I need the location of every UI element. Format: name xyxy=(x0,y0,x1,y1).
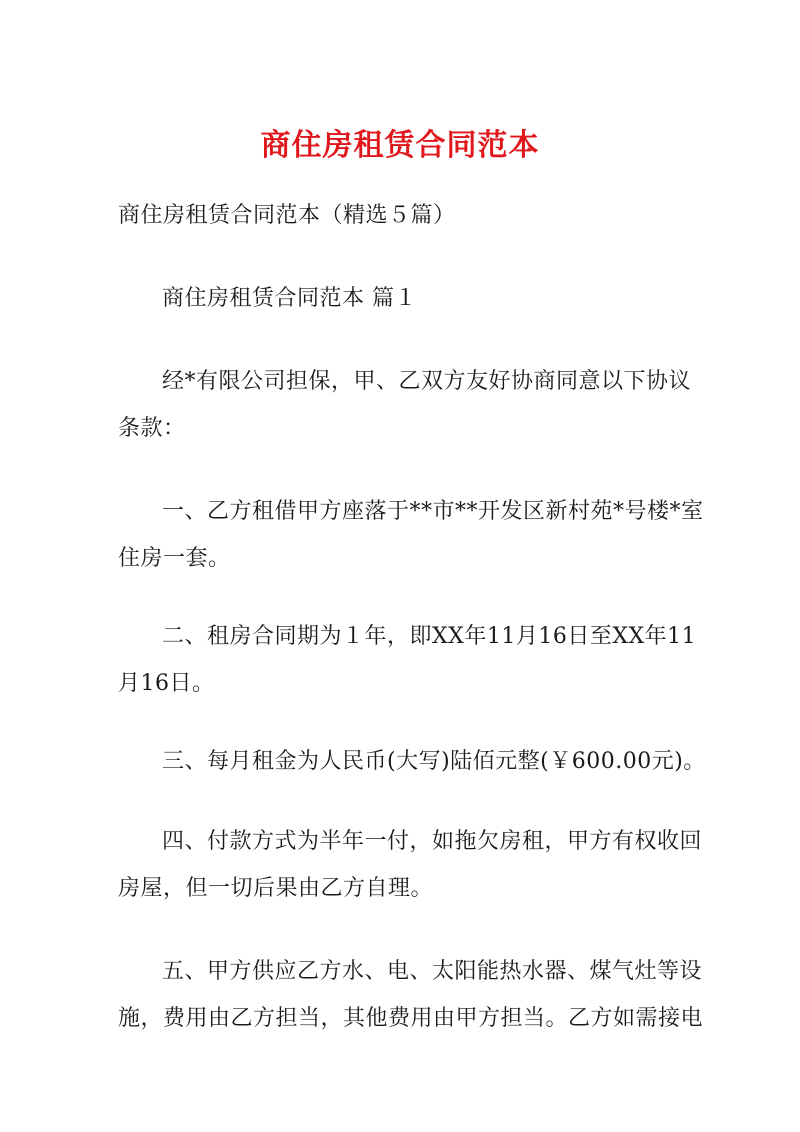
paragraph-line: 月16日。 xyxy=(118,671,215,696)
paragraph-line: 四、付款方式为半年一付，如拖欠房租，甲方有权收回 xyxy=(162,829,703,854)
paragraph-line: 房屋，但一切后果由乙方自理。 xyxy=(118,876,434,901)
paragraph-line: 条款： xyxy=(118,416,186,441)
paragraph-2 xyxy=(118,488,704,582)
paragraph-line: 三、每月租金为人民币(大写)陆佰元整(￥600.00元)。 xyxy=(162,749,706,774)
section-heading: 商住房租赁合同范本 篇１ xyxy=(162,286,417,311)
document-subtitle: 商住房租赁合同范本（精选５篇） xyxy=(118,203,456,228)
paragraph-line: 经*有限公司担保，甲、乙双方友好协商同意以下协议 xyxy=(162,369,692,394)
paragraph-6 xyxy=(118,948,704,1042)
paragraph-4 xyxy=(118,738,706,785)
paragraph-line: 施，费用由乙方担当，其他费用由甲方担当。乙方如需接电 xyxy=(118,1006,704,1031)
paragraph-1 xyxy=(118,358,692,452)
paragraph-line: 住房一套。 xyxy=(118,546,231,571)
document-title: 商住房租赁合同范本 xyxy=(260,128,540,163)
paragraph-line: 一、乙方租借甲方座落于**市**开发区新村苑*号楼*室 xyxy=(162,499,704,524)
paragraph-line: 五、甲方供应乙方水、电、太阳能热水器、煤气灶等设 xyxy=(162,959,703,984)
paragraph-3 xyxy=(118,613,697,707)
paragraph-line: 二、租房合同期为１年，即XX年11月16日至XX年11 xyxy=(162,624,697,649)
paragraph-5 xyxy=(118,818,703,912)
